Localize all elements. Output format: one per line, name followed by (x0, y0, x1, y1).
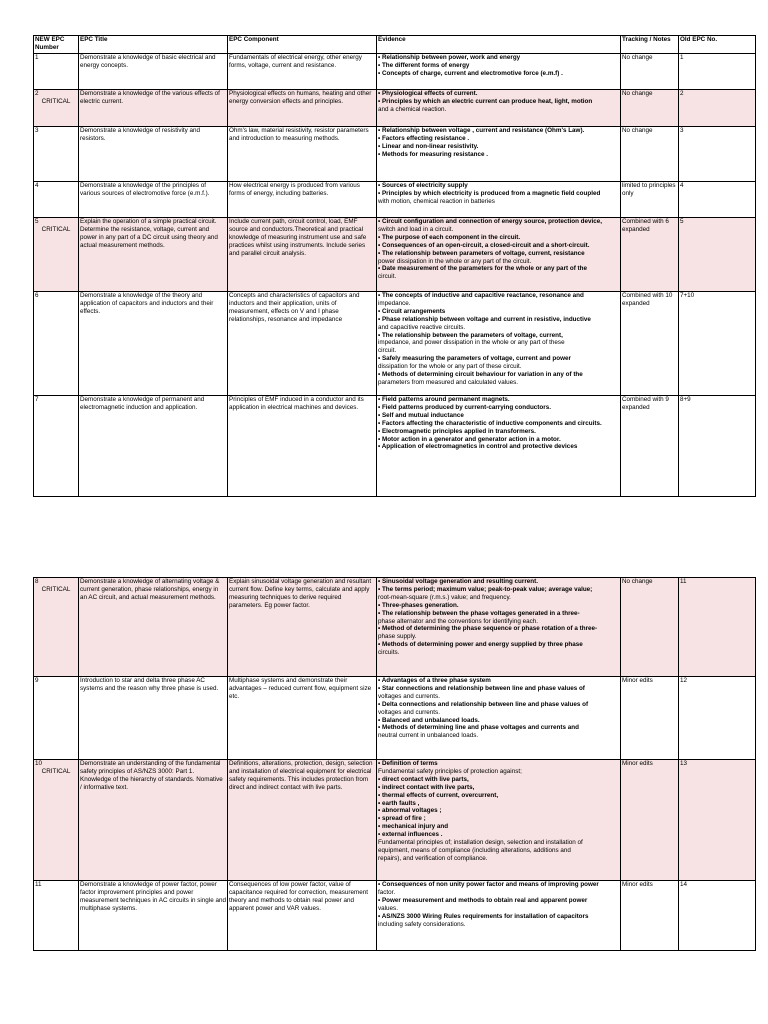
evidence-line: and capacitive reactive circuits. (378, 323, 466, 331)
epc-component-cell: Ohm's law, material resistivity, resistor parameters and introduction to measuring methods. (228, 127, 377, 182)
evidence-line: • Definition of terms (378, 760, 438, 767)
table-row (34, 677, 756, 760)
critical-label: CRITICAL (41, 585, 71, 593)
evidence-line: impedance. (378, 299, 411, 307)
column-header: EPC Component (228, 36, 377, 54)
evidence-line: voltages and currents. (378, 708, 440, 716)
epc-component-cell: Multiphase systems and demonstrate their advantages – reduced current flow, equipment size etc. (228, 677, 377, 760)
evidence-line: • Method of determining the phase sequence or phase rotation of a three- (378, 625, 598, 633)
evidence-line: • Electromagnetic principles applied in transformers. (378, 427, 536, 435)
epc-number-cell (34, 182, 79, 218)
evidence-line: • The relationship between parameters of voltage, current, resistance (378, 249, 585, 257)
evidence-line: • AS/NZS 3000 Wiring Rules requirements for installation of capacitors (378, 912, 589, 920)
evidence-line: circuits. (378, 649, 400, 657)
evidence-cell (377, 54, 621, 90)
evidence-cell (377, 578, 621, 677)
epc-number-cell (34, 760, 79, 881)
evidence-line: • Delta connections and relationship between line and phase values of (378, 700, 589, 708)
epc-title-cell: Demonstrate an understanding of the fundamental safety principles of AS/NZS 3000: Part 1. Knowledge of the hierarchy of standards. Nomative / informative text. (79, 760, 228, 881)
old-epc-number-cell: 11 (679, 578, 756, 677)
tracking-notes-cell: Minor edits (621, 677, 679, 760)
tracking-notes-cell: Minor edits (621, 760, 679, 881)
table-row (34, 292, 756, 396)
tracking-notes-cell: Combined with 10 expanded (621, 292, 679, 396)
evidence-line: • Self and mutual inductance (378, 411, 464, 419)
evidence-line: • Physiological effects of current. (378, 90, 478, 97)
evidence-line: • Safely measuring the parameters of voltage, current and power (378, 355, 571, 363)
evidence-line: • Circuit arrangements (378, 307, 446, 315)
evidence-line: • The concepts of inductive and capacitive reactance, resonance and (378, 292, 584, 299)
epc-number: 1 (35, 54, 39, 61)
epc-component-cell: Concepts and characteristics of capacitors and inductors and their application, units of measurement, effects on V and I phase relationships, resonance and impedance (228, 292, 377, 396)
epc-title-cell: Demonstrate a knowledge of basic electrical and energy concepts. (79, 54, 228, 90)
evidence-cell (377, 677, 621, 760)
table-row (34, 182, 756, 218)
evidence-line: • The purpose of each component in the circuit. (378, 233, 521, 241)
evidence-line: • The terms period; maximum value; peak-to-peak value; average value; (378, 585, 593, 593)
evidence-line: • The different forms of energy (378, 61, 470, 69)
evidence-line: including safety considerations. (378, 920, 466, 928)
evidence-line: • Field patterns produced by current-carrying conductors. (378, 403, 551, 411)
evidence-line: • Concepts of charge, current and electromotive force (e.m.f) . (378, 69, 563, 77)
epc-component-cell: Definitions, alterations, protection, design, selection and installation of electrical equipment for electrical safety requirements. This includes protection from direct and indirect contact with live parts. (228, 760, 377, 881)
evidence-line: • Balanced and unbalanced loads. (378, 716, 480, 724)
evidence-line: with motion, chemical reaction in batteries (378, 197, 495, 205)
evidence-line: • external influences . (378, 831, 443, 839)
table-row (34, 218, 756, 292)
table-row (34, 578, 756, 677)
critical-label: CRITICAL (41, 767, 71, 775)
evidence-line: values. (378, 904, 398, 912)
epc-number: 10 (35, 760, 43, 767)
evidence-line: • Power measurement and methods to obtain real and apparent power (378, 896, 588, 904)
evidence-line: circuit. (378, 273, 397, 281)
table-body (34, 36, 756, 497)
epc-number: 8 (35, 578, 39, 585)
evidence-line: • Methods of determining circuit behaviour for variation in any of the (378, 371, 583, 379)
evidence-line: • Date measurement of the parameters for the whole or any part of the (378, 265, 587, 273)
old-epc-number-cell: 3 (679, 127, 756, 182)
critical-label: CRITICAL (41, 97, 71, 105)
tracking-notes-cell: Combined with 9 expanded (621, 396, 679, 497)
evidence-line: repairs), and verification of compliance. (378, 854, 488, 862)
evidence-line: • Application of electromagnetics in control and protective devices (378, 443, 578, 451)
old-epc-number-cell: 1 (679, 54, 756, 90)
epc-number: 6 (35, 292, 39, 299)
old-epc-number-cell: 13 (679, 760, 756, 881)
old-epc-number-cell: 5 (679, 218, 756, 292)
evidence-line: neutral current in unbalanced loads. (378, 732, 479, 740)
evidence-line: • spread of fire ; (378, 815, 426, 823)
epc-number: 5 (35, 218, 39, 225)
evidence-line: • earth faults , (378, 799, 420, 807)
evidence-line: phase supply. (378, 633, 417, 641)
tracking-notes-cell: Combined with 6 expanded (621, 218, 679, 292)
evidence-line: • Star connections and relationship between line and phase values of (378, 684, 585, 692)
epc-title-cell: Demonstrate a knowledge of power factor, power factor improvement principles and power measurement techniques in AC circuits in single and multiphase systems. (79, 881, 228, 951)
epc-title-cell: Introduction to star and delta three phase AC systems and the reason why three phase is used. (79, 677, 228, 760)
old-epc-number-cell: 14 (679, 881, 756, 951)
evidence-line: • Relationship between voltage , current and resistance (Ohm's Law). (378, 127, 585, 134)
epc-component-cell: Principles of EMF induced in a conductor and its application in electrical machines and devices. (228, 396, 377, 497)
evidence-line: Fundamental principles of; installation design, selection and installation of (378, 839, 583, 847)
epc-number-cell (34, 54, 79, 90)
evidence-line: • Motor action in a generator and generator action in a motor. (378, 435, 561, 443)
table-row (34, 90, 756, 127)
tracking-notes-cell: No change (621, 127, 679, 182)
epc-component-cell: Explain sinusoidal voltage generation and resultant current flow. Define key terms, calculate and apply measuring techniques to derive required parameters. Eg power factor. (228, 578, 377, 677)
epc-table-part-2 (33, 577, 756, 951)
evidence-cell (377, 218, 621, 292)
epc-number-cell (34, 677, 79, 760)
old-epc-number-cell: 12 (679, 677, 756, 760)
evidence-line: • Relationship between power, work and energy (378, 54, 521, 61)
evidence-line: • Linear and non-linear resistivity. (378, 142, 479, 150)
tracking-notes-cell: limited to principles only (621, 182, 679, 218)
epc-number-cell (34, 396, 79, 497)
evidence-line: • The relationship between the phase voltages generated in a three- (378, 609, 580, 617)
evidence-line: • Field patterns around permanent magnets. (378, 396, 510, 403)
tracking-notes-cell: No change (621, 54, 679, 90)
epc-title-cell: Demonstrate a knowledge of alternating voltage & current generation, phase relationships, energy in an AC circuit, and actual measurement methods. (79, 578, 228, 677)
evidence-line: • Methods of determining line and phase voltages and currents and (378, 724, 579, 732)
evidence-line: • Factors effecting resistance . (378, 134, 470, 142)
evidence-line: dissipation for the whole or any part of these circuit. (378, 363, 522, 371)
epc-component-cell: Consequences of low power factor, value of capacitance required for correction, measurement theory and methods to obtain real power and apparent power and VAR values. (228, 881, 377, 951)
epc-title-cell: Demonstrate a knowledge of the principles of various sources of electromotive force (e.m.f.). (79, 182, 228, 218)
evidence-line: phase alternator and the conventions for identifying each. (378, 617, 538, 625)
evidence-line: factor. (378, 888, 396, 896)
epc-number-cell (34, 578, 79, 677)
critical-label: CRITICAL (41, 225, 71, 233)
evidence-line: • thermal effects of current, overcurrent, (378, 791, 499, 799)
evidence-line: • The relationship between the parameters of voltage, current, (378, 331, 563, 339)
header-row (34, 36, 756, 54)
evidence-line: parameters from measured and calculated values. (378, 378, 519, 386)
epc-component-cell: How electrical energy is produced from various forms of energy, including batteries. (228, 182, 377, 218)
evidence-line: • Principles by which electricity is produced from a magnetic field coupled (378, 189, 601, 197)
tracking-notes-cell: No change (621, 578, 679, 677)
evidence-line: circuit. (378, 347, 397, 355)
table-row (34, 54, 756, 90)
evidence-cell (377, 396, 621, 497)
column-header: Evidence (377, 36, 621, 54)
evidence-cell (377, 127, 621, 182)
evidence-line: • Consequences of non unity power factor and means of improving power (378, 881, 599, 888)
epc-number: 4 (35, 182, 39, 189)
evidence-cell (377, 292, 621, 396)
evidence-line: • Phase relationship between voltage and current in resistive, inductive (378, 315, 591, 323)
evidence-line: • Advantages of a three phase system (378, 677, 491, 684)
evidence-line: Fundamental safety principles of protection against; (378, 767, 522, 775)
evidence-line: switch and load in a circuit. (378, 225, 454, 233)
column-header: EPC Title (79, 36, 228, 54)
evidence-line: impedance, and power dissipation in the whole or any part of these (378, 339, 565, 347)
evidence-line: equipment, means of compliance (including alterations, additions and (378, 846, 571, 854)
table-row (34, 760, 756, 881)
evidence-line: • Factors affecting the characteristic of inductive components and circuits. (378, 419, 602, 427)
epc-number: 7 (35, 396, 39, 403)
evidence-line: • abnormal voltages ; (378, 807, 442, 815)
epc-number: 9 (35, 677, 39, 684)
evidence-line: root-mean-square (r.m.s.) value; and frequency. (378, 593, 511, 601)
tracking-notes-cell: No change (621, 90, 679, 127)
epc-title-cell: Demonstrate a knowledge of the various effects of electric current. (79, 90, 228, 127)
evidence-line: • Circuit configuration and connection of energy source, protection device, (378, 218, 603, 225)
evidence-cell (377, 881, 621, 951)
epc-component-cell: Physiological effects on humans, heating and other energy conversion effects and principles. (228, 90, 377, 127)
epc-number: 2 (35, 90, 39, 97)
epc-title-cell: Demonstrate a knowledge of resistivity and resistors. (79, 127, 228, 182)
tracking-notes-cell: Minor edits (621, 881, 679, 951)
epc-title-cell: Demonstrate a knowledge of permanent and electromagnetic induction and application. (79, 396, 228, 497)
evidence-cell (377, 182, 621, 218)
evidence-line: • Three-phases generation. (378, 601, 459, 609)
epc-number-cell (34, 127, 79, 182)
epc-number-cell (34, 90, 79, 127)
evidence-line: power dissipation in the whole or any part of the circuit. (378, 257, 532, 265)
epc-table-part-1 (33, 35, 756, 497)
table-row (34, 881, 756, 951)
epc-number: 11 (35, 881, 42, 888)
epc-number-cell (34, 292, 79, 396)
evidence-line: • Consequences of an open-circuit, a closed-circuit and a short-circuit. (378, 241, 590, 249)
evidence-cell (377, 90, 621, 127)
evidence-line: and a chemical reaction. (378, 105, 447, 113)
column-header: Old EPC No. (679, 36, 756, 54)
epc-number-cell (34, 881, 79, 951)
epc-number: 3 (35, 127, 39, 134)
old-epc-number-cell: 2 (679, 90, 756, 127)
evidence-line: • indirect contact with live parts, (378, 783, 475, 791)
column-header: Tracking / Notes (621, 36, 679, 54)
old-epc-number-cell: 7+10 (679, 292, 756, 396)
epc-title-cell: Demonstrate a knowledge of the theory and application of capacitors and inductors and their effects. (79, 292, 228, 396)
epc-component-cell: Fundamentals of electrical energy, other energy forms, voltage, current and resistance. (228, 54, 377, 90)
column-header: NEW EPC Number (34, 36, 79, 54)
evidence-line: • Methods of determining power and energy supplied by three phase (378, 641, 583, 649)
evidence-line: voltages and currents. (378, 692, 440, 700)
epc-number-cell (34, 218, 79, 292)
evidence-line: • direct contact with live parts, (378, 775, 469, 783)
table-body (34, 578, 756, 951)
evidence-line: • Sinusoidal voltage generation and resulting current. (378, 578, 539, 585)
table-row (34, 396, 756, 497)
evidence-line: • Principles by which an electric current can produce heat, light, motion (378, 97, 593, 105)
evidence-cell (377, 760, 621, 881)
evidence-line: • Sources of electricity supply (378, 182, 468, 189)
table-row (34, 127, 756, 182)
old-epc-number-cell: 8+9 (679, 396, 756, 497)
evidence-line: • mechanical injury and (378, 823, 449, 831)
epc-component-cell: Include current path, circuit control, load, EMF source and conductors.Theoretical and practical knowledge of measuring instrument use and safe practices whilst using instruments. Include series and parallel circuit analysis. (228, 218, 377, 292)
epc-title-cell: Explain the operation of a simple practical circuit. Determine the resistance, voltage, current and power in any part of a DC circuit using theory and actual measurement methods. (79, 218, 228, 292)
evidence-line: • Methods for measuring resistance . (378, 150, 488, 158)
old-epc-number-cell: 4 (679, 182, 756, 218)
